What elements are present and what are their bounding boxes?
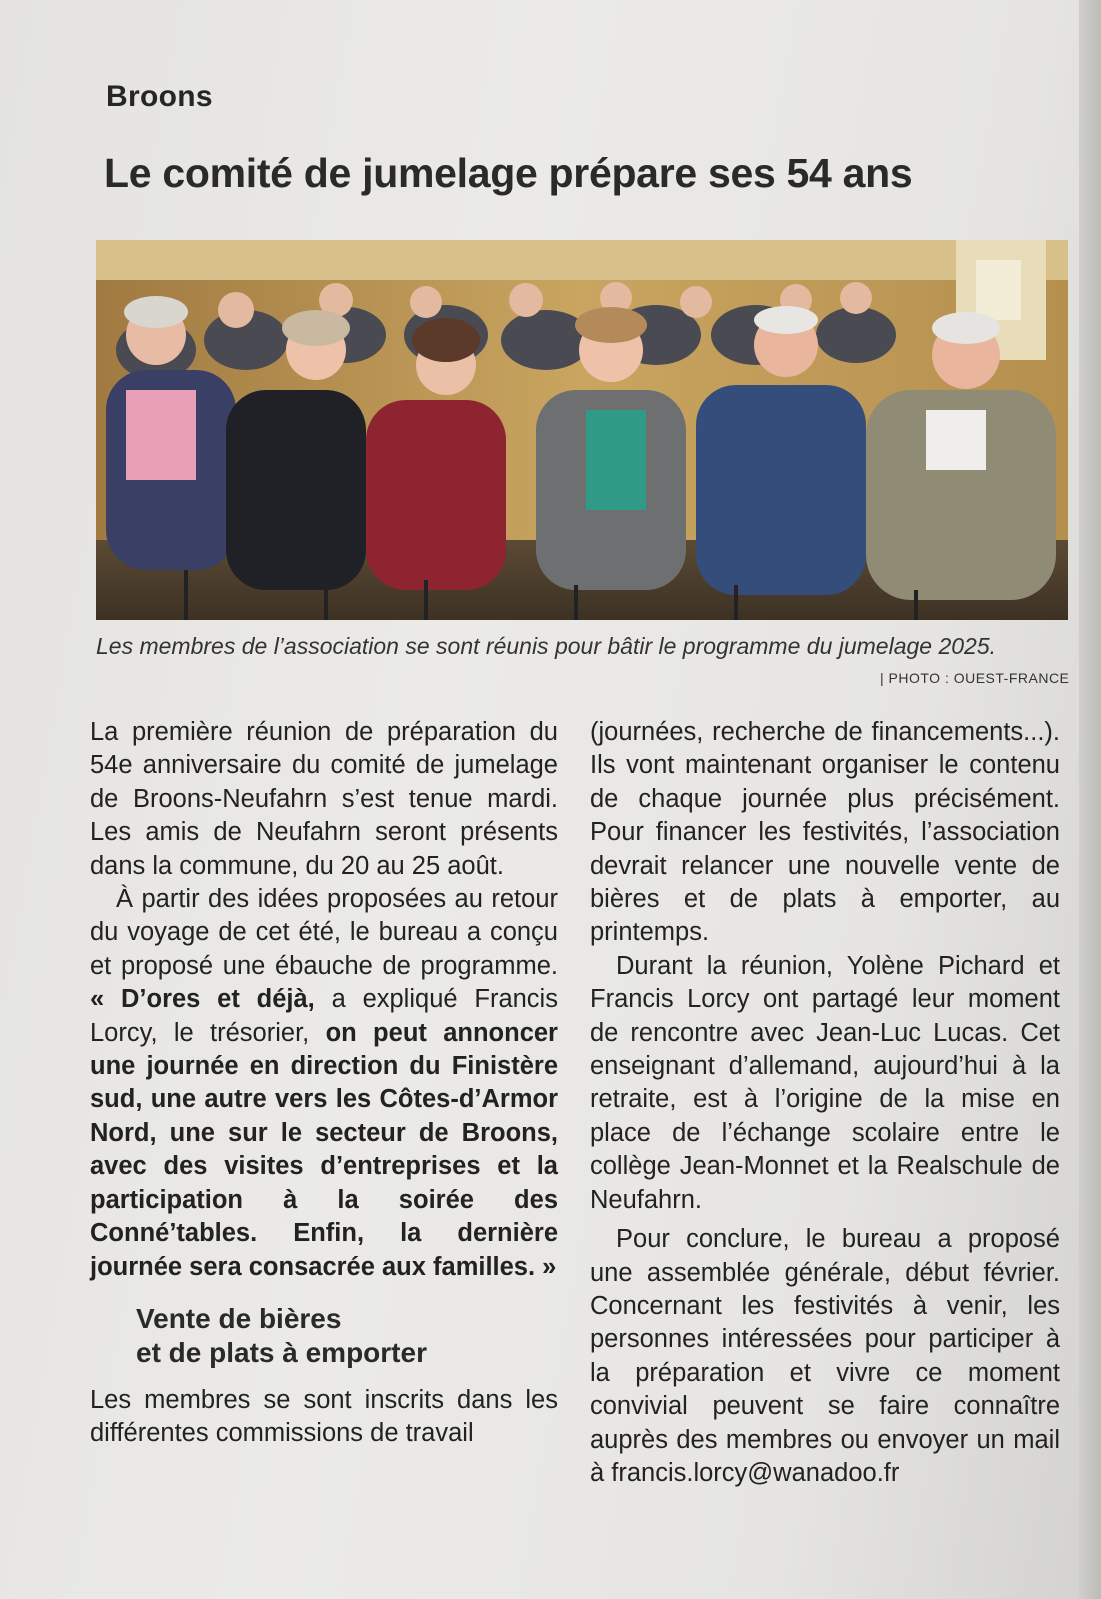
paragraph <box>90 883 558 1284</box>
photo-credit: | PHOTO : OUEST-FRANCE <box>880 670 1070 686</box>
article-headline: Le comité de jumelage prépare ses 54 ans <box>104 150 913 196</box>
paragraph: La première réunion de préparation du 54e anniversaire du comité de jumelage de Broons-Neufahrn s’est tenue mardi. Les amis de Neufahrn seront présents dans la commune, du 20 au 25 août. <box>90 718 558 880</box>
page-edge <box>1079 0 1101 1599</box>
rubric-town: Broons <box>106 80 213 113</box>
article-photo <box>96 240 1068 620</box>
article-column-right <box>590 716 1060 1490</box>
subhead-line: et de plats à emporter <box>136 1336 427 1368</box>
quote-part: « D’ores et déjà, <box>90 985 315 1014</box>
quote-part: on peut annoncer une journée en direction du Finistère sud, une autre vers les Côtes-d’Armor Nord, une sur le secteur de Broons, avec des visites d’entreprises et la participation à la soirée des Conné’tables. Enfin, la dernière journée sera consacrée aux familles. » <box>90 1018 558 1281</box>
quote-attribution: a expliqué Francis Lorcy, le trésorier, <box>90 985 558 1047</box>
photo-caption: Les membres de l’association se sont réunis pour bâtir le programme du jumelage 2025. <box>96 633 997 659</box>
paragraph: Pour conclure, le bureau a proposé une assemblée générale, début février. Concernant les festivités à venir, les personnes intéressées pour participer à la préparation et vivre ce moment convivial peuvent se faire connaître auprès des membres ou envoyer un mail à francis.lorcy@wanadoo.fr <box>590 1225 1060 1487</box>
paragraph: (journées, recherche de financements...). Ils vont maintenant organiser le contenu de chaque journée plus précisément. Pour financer les festivités, l’association devrait relancer une nouvelle vente de bières et de plats à emporter, au printemps. <box>590 718 1060 947</box>
paragraph: Les membres se sont inscrits dans les différentes commissions de travail <box>90 1385 558 1448</box>
article-column-left <box>90 716 558 1451</box>
paragraph-intro: À partir des idées proposées au retour du voyage de cet été, le bureau a conçu et proposé une ébauche de programme. <box>90 885 558 980</box>
section-subhead <box>136 1302 558 1370</box>
subhead-line: Vente de bières <box>136 1302 342 1334</box>
paragraph: Durant la réunion, Yolène Pichard et Francis Lorcy ont partagé leur moment de rencontre avec Jean-Luc Lucas. Cet enseignant d’allemand, aujourd’hui à la retraite, est à l’origine de la mise en place de l’échange scolaire entre le collège Jean-Monnet et la Realschule de Neufahrn. <box>590 951 1060 1214</box>
meeting-audience-illustration <box>96 240 1068 620</box>
